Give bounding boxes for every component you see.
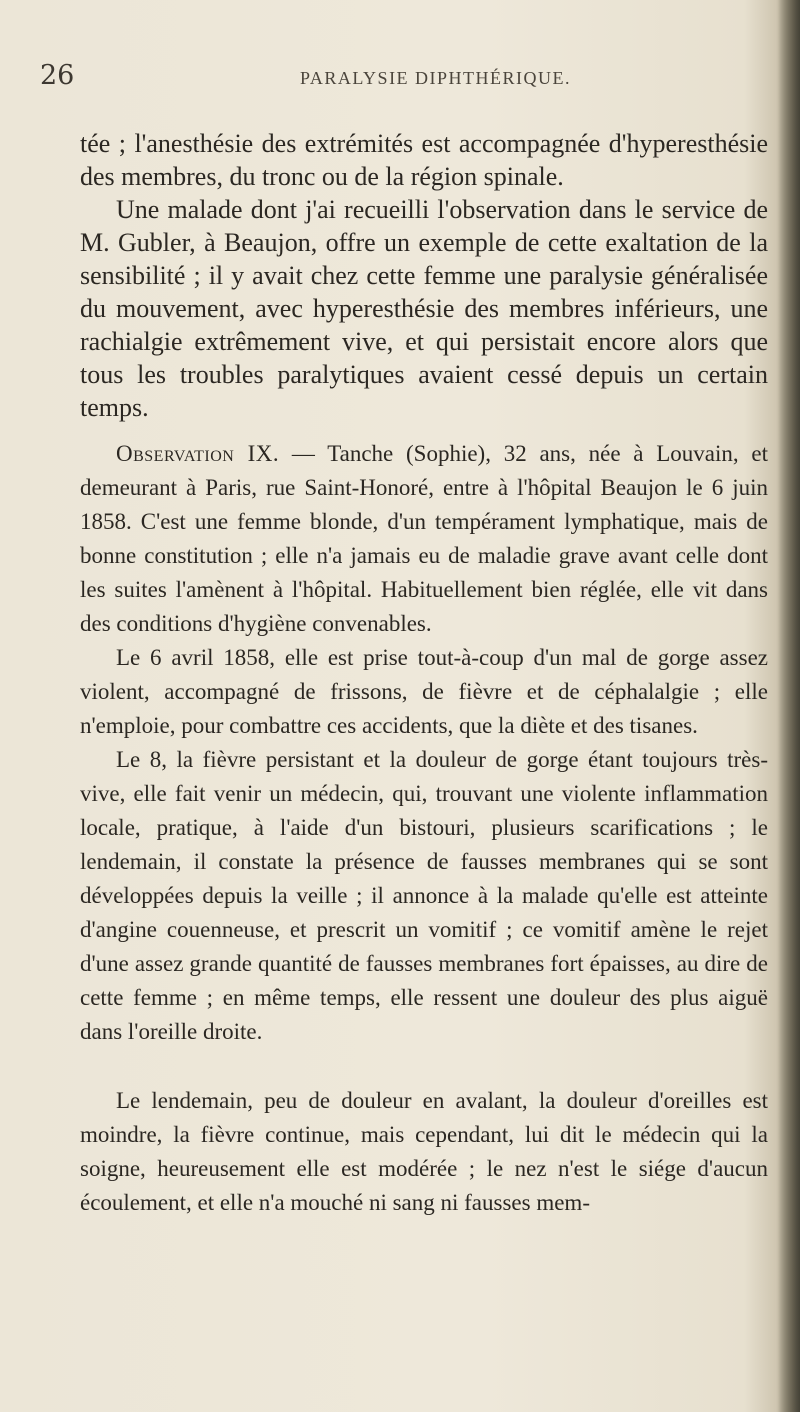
observation-paragraph-4: Le lendemain, peu de douleur en avalant, la douleur d'oreilles est moindre, la fièvre continue, mais cependant, lui dit le médecin qui la soigne, heureusement elle est modérée ; le nez n'est le siége d'aucun écoulement, et elle n'a mouché ni sang ni fausses mem- (80, 1088, 768, 1215)
observation-intro (80, 437, 768, 641)
paragraph-gubler-case: Une malade dont j'ai recueilli l'observation dans le service de M. Gubler, à Beaujon, offre un exemple de cette exaltation de la sensibilité ; il y avait chez cette femme une paralysie généralisée du mouvement, avec hyperesthésie des membres inférieurs, une rachialgie extrêmement vive, et qui persistait encore alors que tous les troubles paralytiques avaient cessé depuis un certain temps. (80, 195, 768, 422)
page-header (40, 60, 760, 100)
observation-paragraph-3: Le 8, la fièvre persistant et la douleur de gorge étant toujours très-vive, elle fait venir un médecin, qui, trouvant une violente inflammation locale, pratique, à l'aide d'un bistouri, plusieurs scarifications ; le lendemain, il constate la présence de fausses membranes qui se sont développées depuis la veille ; il annonce à la malade qu'elle est atteinte d'angine couenneuse, et prescrit un vomitif ; ce vomitif amène le rejet d'une assez grande quantité de fausses membranes fort épaisses, au dire de cette femme ; en même temps, elle ressent une douleur des plus aiguë dans l'oreille droite. (80, 747, 768, 1044)
observation-intro-text: — Tanche (Sophie), 32 ans, née à Louvain, et demeurant à Paris, rue Saint-Honoré, entre à l'hôpital Beaujon le 6 juin 1858. C'est une femme blonde, d'un tempérament lymphatique, mais de bonne constitution ; elle n'a jamais eu de maladie grave avant celle dont les suites l'amènent à l'hôpital. Habituellement bien réglée, elle vit dans des conditions d'hygiène convenables. (80, 441, 768, 636)
page-number: 26 (40, 60, 75, 91)
observation-label: Observation IX. (116, 441, 280, 466)
page-edge-shadow (778, 0, 800, 1412)
paragraph-continuation: tée ; l'anesthésie des extrémités est accompagnée d'hyperesthésie des membres, du tronc ou de la région spinale. (80, 129, 768, 191)
observation-paragraph-2: Le 6 avril 1858, elle est prise tout-à-coup d'un mal de gorge assez violent, accompagné de frissons, de fièvre et de céphalalgie ; elle n'emploie, pour combattre ces accidents, que la diète et des tisanes. (80, 645, 768, 738)
running-head: PARALYSIE DIPHTHÉRIQUE. (300, 68, 572, 88)
